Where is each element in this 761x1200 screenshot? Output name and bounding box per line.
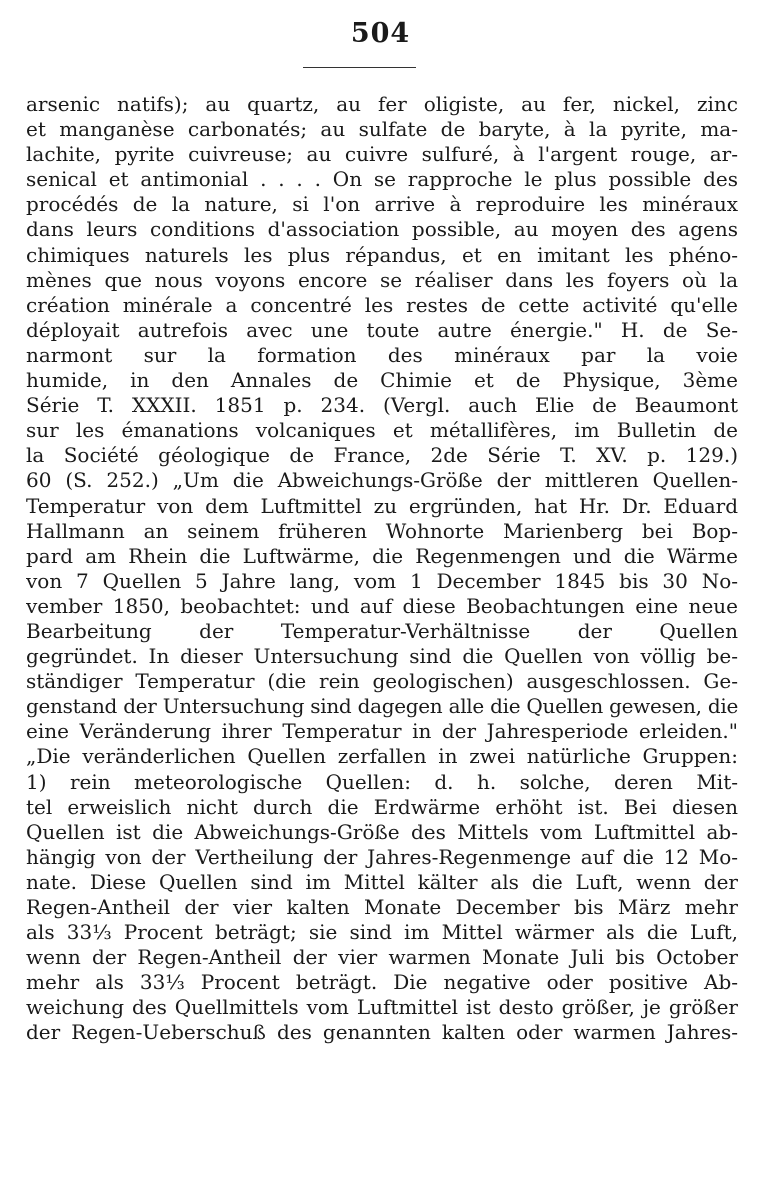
text-line: mehr als 33⅓ Procent beträgt. Die negative oder positive Ab- xyxy=(26,970,738,995)
page-number: 504 xyxy=(350,18,411,49)
text-line: der Regen-Ueberschuß des genannten kalten oder warmen Jahres- xyxy=(26,1020,738,1045)
text-line: Regen-Antheil der vier kalten Monate December bis März mehr xyxy=(26,895,738,919)
text-line: Bearbeitung der Temperatur-Verhältnisse der Quellen xyxy=(26,618,738,643)
text-line: hängig von der Vertheilung der Jahres-Regenmenge auf die 12 Mo- xyxy=(26,844,738,869)
text-line: lachite, pyrite cuivreuse; au cuivre sulfuré, à l'argent rouge, ar- xyxy=(26,142,738,167)
text-line: la Société géologique de France, 2de Série T. XV. p. 129.) xyxy=(26,443,738,468)
text-line: déployait autrefois avec une toute autre énergie." H. de Se- xyxy=(26,317,738,342)
text-line: chimiques naturels les plus répandus, et en imitant les phéno- xyxy=(26,242,738,267)
text-line: Quellen ist die Abweichungs-Größe des Mittels vom Luftmittel ab- xyxy=(26,819,738,844)
text-line: eine Veränderung ihrer Temperatur in der Jahresperiode erleiden." xyxy=(26,719,738,744)
text-line: gegründet. In dieser Untersuchung sind die Quellen von völlig be- xyxy=(26,644,738,669)
text-line: humide, in den Annales de Chimie et de Physique, 3ème xyxy=(26,368,738,393)
text-line: ständiger Temperatur (die rein geologischen) ausgeschlossen. Ge- xyxy=(26,669,738,694)
text-line: „Die veränderlichen Quellen zerfallen in zwei natürliche Gruppen: xyxy=(26,744,738,769)
text-line: senical et antimonial . . . . On se rapproche le plus possible des xyxy=(26,167,738,192)
text-line: 1) rein meteorologische Quellen: d. h. solche, deren Mit- xyxy=(26,769,738,794)
text-line: als 33⅓ Procent beträgt; sie sind im Mittel wärmer als die Luft, xyxy=(26,920,738,945)
text-line: Hallmann an seinem früheren Wohnorte Marienberg bei Bop- xyxy=(26,518,738,543)
header-rule xyxy=(303,67,416,68)
text-line: création minérale a concentré les restes de cette activité qu'elle xyxy=(26,292,738,317)
text-line: tel erweislich nicht durch die Erdwärme erhöht ist. Bei diesen xyxy=(26,794,738,819)
text-line: procédés de la nature, si l'on arrive à reproduire les minéraux xyxy=(26,192,738,217)
text-line: genstand der Untersuchung sind dagegen alle die Quellen gewesen, die xyxy=(26,694,738,719)
text-line: sur les émanations volcaniques et métallifères, im Bulletin de xyxy=(26,418,738,443)
body-text xyxy=(26,92,738,1046)
text-line: von 7 Quellen 5 Jahre lang, vom 1 December 1845 bis 30 No- xyxy=(26,568,738,593)
text-line: vember 1850, beobachtet: und auf diese Beobachtungen eine neue xyxy=(26,593,738,618)
text-line: weichung des Quellmittels vom Luftmittel ist desto größer, je größer xyxy=(26,995,738,1020)
text-line: narmont sur la formation des minéraux par la voie xyxy=(26,342,738,367)
text-line: pard am Rhein die Luftwärme, die Regenmengen und die Wärme xyxy=(26,543,738,568)
text-line: nate. Diese Quellen sind im Mittel kälter als die Luft, wenn der xyxy=(26,869,738,894)
text-line: Temperatur von dem Luftmittel zu ergründen, hat Hr. Dr. Eduard xyxy=(26,493,738,518)
text-line: wenn der Regen-Antheil der vier warmen Monate Juli bis October xyxy=(26,945,738,970)
text-line: et manganèse carbonatés; au sulfate de baryte, à la pyrite, ma- xyxy=(26,117,738,142)
text-line: 60 (S. 252.) „Um die Abweichungs-Größe der mittleren Quellen- xyxy=(26,468,738,493)
text-line: mènes que nous voyons encore se réaliser dans les foyers où la xyxy=(26,267,738,292)
text-line: Série T. XXXII. 1851 p. 234. (Vergl. auch Elie de Beaumont xyxy=(26,393,738,418)
text-line: arsenic natifs); au quartz, au fer oligiste, au fer, nickel, zinc xyxy=(26,92,738,116)
text-line: dans leurs conditions d'association possible, au moyen des agens xyxy=(26,217,738,242)
